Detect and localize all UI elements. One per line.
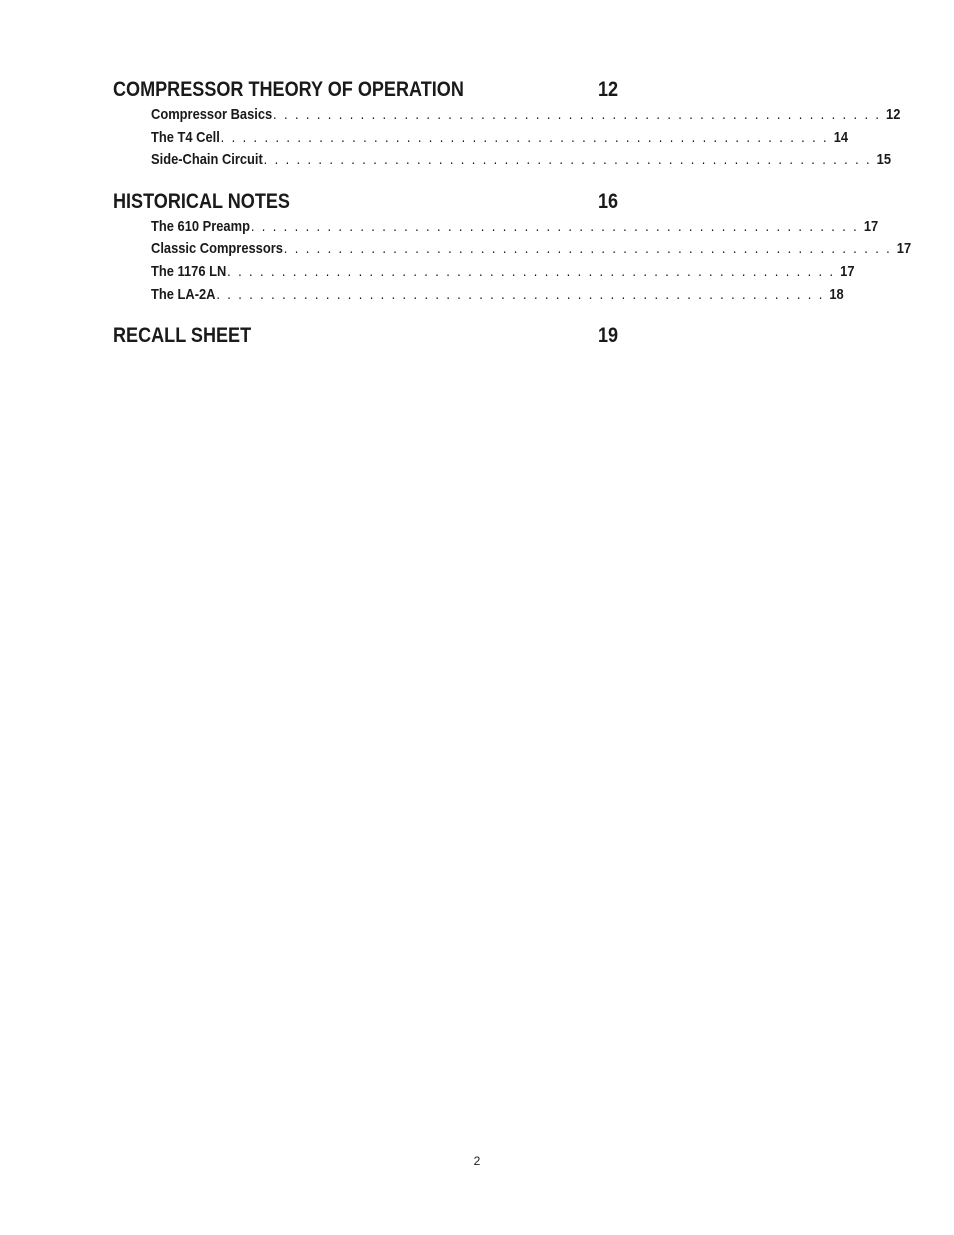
section-page-number: 19	[597, 324, 619, 348]
section-page-number: 12	[597, 78, 619, 101]
dot-leader: . . . . . . . . . . . . . . . . . . . . . . . . . . . . . . . . . . . . . . . . . . . . . . . . . . . . . . . .	[216, 285, 825, 303]
entry-title: Compressor Basics	[151, 106, 273, 123]
dot-leader: . . . . . . . . . . . . . . . . . . . . . . . . . . . . . . . . . . . . . . . . . . . . . . . . . . . . . . . .	[273, 106, 881, 123]
dot-leader: . . . . . . . . . . . . . . . . . . . . . . . . . . . . . . . . . . . . . . . . . . . . . . . . . . . . . . . .	[283, 240, 892, 258]
entry-title: The 610 Preamp	[151, 217, 250, 235]
toc-entry[interactable]	[151, 151, 892, 174]
section-title: RECALL SHEET	[113, 324, 252, 348]
entry-title: Classic Compressors	[151, 240, 283, 258]
toc-entry[interactable]	[151, 217, 879, 241]
section-page-number: 16	[597, 189, 619, 213]
toc-entry[interactable]	[151, 285, 844, 309]
entry-page-number: 17	[840, 262, 855, 280]
entry-title: Side-Chain Circuit	[151, 151, 263, 169]
entry-title: The LA-2A	[151, 285, 216, 303]
toc-section-heading[interactable]	[113, 190, 618, 218]
toc-section-historical-notes	[113, 189, 912, 308]
toc-section-recall-sheet	[113, 324, 618, 352]
page-number: 2	[473, 1154, 481, 1168]
entry-title: The T4 Cell	[151, 128, 220, 146]
entry-title: The 1176 LN	[151, 262, 227, 280]
toc-section-heading[interactable]	[113, 324, 618, 352]
section-title: COMPRESSOR THEORY OF OPERATION	[113, 78, 464, 101]
entry-page-number: 14	[833, 128, 849, 146]
table-of-contents	[113, 78, 912, 368]
dot-leader: . . . . . . . . . . . . . . . . . . . . . . . . . . . . . . . . . . . . . . . . . . . . . . . . . . . . . . . .	[263, 151, 872, 169]
section-title: HISTORICAL NOTES	[113, 189, 290, 213]
toc-entry[interactable]	[151, 262, 855, 286]
dot-leader: . . . . . . . . . . . . . . . . . . . . . . . . . . . . . . . . . . . . . . . . . . . . . . . . . . . . . . . .	[250, 217, 859, 235]
entry-page-number: 15	[876, 151, 892, 169]
toc-entry[interactable]	[151, 128, 849, 152]
entry-page-number: 17	[896, 240, 912, 258]
dot-leader: . . . . . . . . . . . . . . . . . . . . . . . . . . . . . . . . . . . . . . . . . . . . . . . . . . . . . . . .	[227, 262, 835, 280]
toc-entry[interactable]	[151, 106, 901, 129]
dot-leader: . . . . . . . . . . . . . . . . . . . . . . . . . . . . . . . . . . . . . . . . . . . . . . . . . . . . . . . .	[220, 128, 829, 146]
entry-page-number: 17	[863, 217, 879, 235]
toc-section-heading[interactable]	[113, 78, 618, 106]
toc-section-compressor-theory	[113, 78, 901, 174]
entry-page-number: 18	[829, 285, 844, 303]
toc-entry[interactable]	[151, 240, 912, 263]
entry-page-number: 12	[886, 106, 901, 123]
